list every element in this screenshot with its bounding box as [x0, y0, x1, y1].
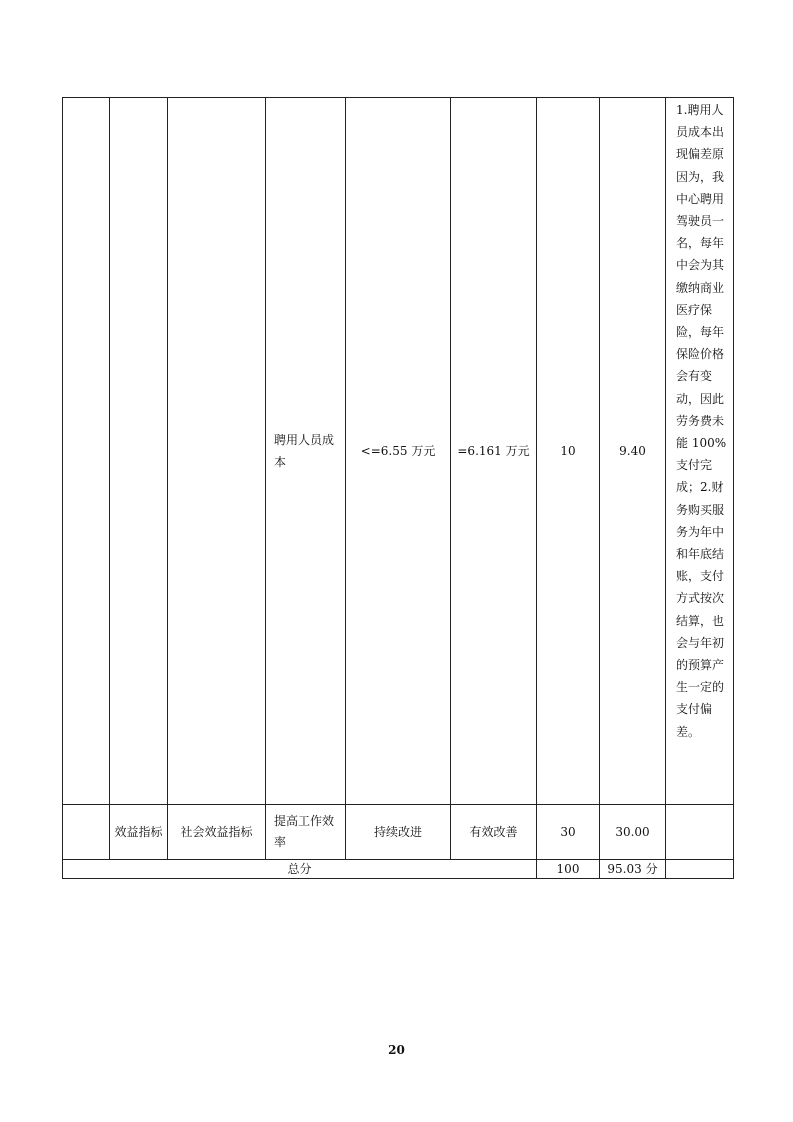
category-cell: 效益指标: [110, 805, 168, 860]
table-row-benefit: [63, 805, 734, 860]
total-weight-cell: 100: [537, 860, 600, 879]
score-cell: 9.40: [600, 98, 666, 805]
deviation-reason-cell: 1.聘用人员成本出现偏差原因为，我中心聘用驾驶员一名，每年中会为其缴纳商业医疗保险，每年保险价格会有变动，因此劳务费未能 100%支付完成；2.财务购买服务为年中和年底结账，支付方式按次结算，也会与年初的预算产生一定的支付偏差。: [666, 98, 734, 805]
actual-value-cell: =6.161 万元: [451, 98, 537, 805]
first-level-cell-continued: [63, 98, 110, 805]
first-level-cell: [63, 805, 110, 860]
subcategory-cell: 社会效益指标: [168, 805, 266, 860]
deviation-reason-cell: [666, 805, 734, 860]
third-level-cell-continued: [168, 98, 266, 805]
total-score-cell: 95.03 分: [600, 860, 666, 879]
score-cell: 30.00: [600, 805, 666, 860]
table-row-staff-cost: [63, 98, 734, 805]
target-value-cell: 持续改进: [346, 805, 451, 860]
total-note-cell: [666, 860, 734, 879]
actual-value-cell: 有效改善: [451, 805, 537, 860]
table-row-total: [63, 860, 734, 879]
performance-table: [62, 97, 734, 879]
second-level-cell-continued: [110, 98, 168, 805]
target-value-cell: <=6.55 万元: [346, 98, 451, 805]
total-label-cell: 总分: [63, 860, 537, 879]
page-number: 20: [388, 1043, 405, 1057]
indicator-cell: 提高工作效率: [266, 805, 346, 860]
weight-cell: 30: [537, 805, 600, 860]
indicator-cell: 聘用人员成本: [266, 98, 346, 805]
weight-cell: 10: [537, 98, 600, 805]
